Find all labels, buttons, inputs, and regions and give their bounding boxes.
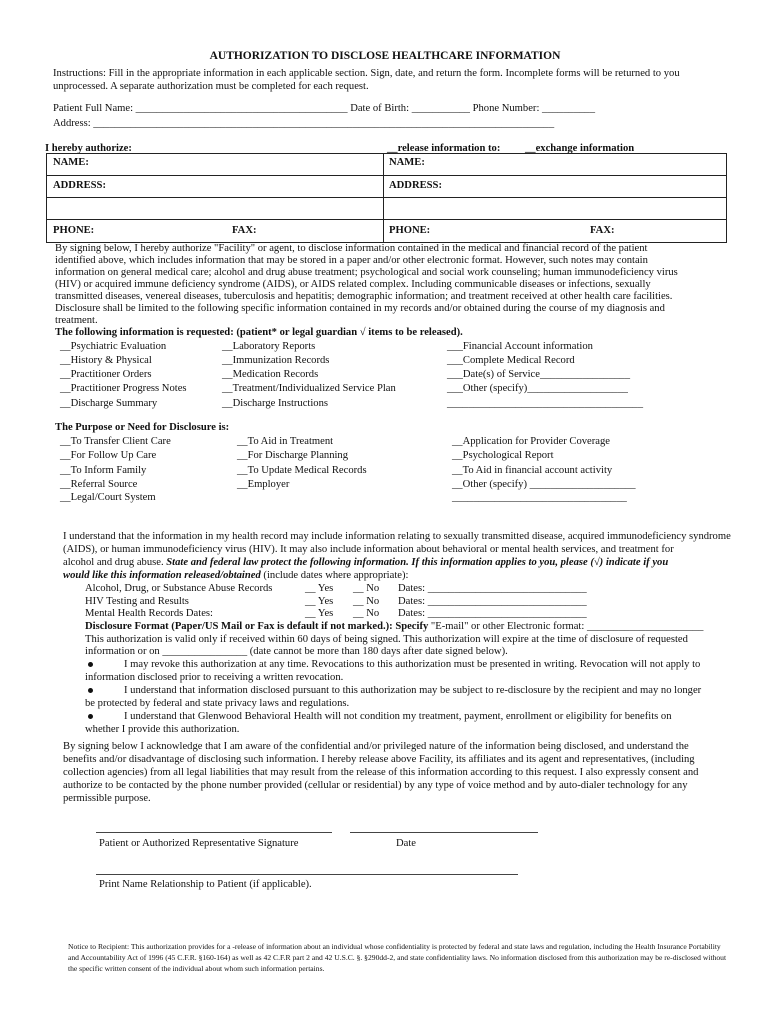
- patient-info-line[interactable]: Patient Full Name: ________________________________________ Date of Birth: ___________ Phone Number: __________: [53, 103, 596, 114]
- info-requested-heading: The following information is requested: (patient* or legal guardian √ items to be released).: [55, 327, 463, 338]
- bullet-line: whether I provide this authorization.: [85, 724, 240, 735]
- consent-line: Disclosure shall be limited to the following specific information contained in my records and/or obtained during the course of my diagnosis and: [55, 303, 665, 314]
- print-name-label: Print Name Relationship to Patient (if applicable).: [99, 879, 312, 890]
- purpose-option[interactable]: __Application for Provider Coverage: [452, 436, 610, 447]
- purpose-option[interactable]: __Other (specify) ____________________: [452, 479, 636, 490]
- purpose-option[interactable]: __Referral Source: [60, 479, 138, 490]
- bullet-line: I understand that Glenwood Behavioral Health will not condition my treatment, payment, enrollment or eligibility for benefits on: [124, 711, 672, 722]
- dates-field[interactable]: Dates: ______________________________: [398, 608, 587, 619]
- print-name-line[interactable]: [96, 874, 518, 875]
- disclosure-format-label: Disclosure Format (Paper/US Mail or Fax is default if not marked.): Specify: [85, 621, 429, 632]
- sensitive-bold: would like this information released/obtained: [63, 570, 261, 581]
- info-option[interactable]: _____________________________________: [447, 398, 643, 409]
- sensitive-row-label: Mental Health Records Dates:: [85, 608, 213, 619]
- bullet-line: I may revoke this authorization at any time. Revocations to this authorization must be presented in writing. Revocation will not apply to: [124, 659, 701, 670]
- yes-option[interactable]: __ Yes: [305, 608, 334, 619]
- authorize-heading: I hereby authorize:: [45, 143, 132, 154]
- sensitive-plain: alcohol and drug abuse.: [63, 557, 167, 568]
- sensitive-row-label: HIV Testing and Results: [85, 596, 189, 607]
- purpose-option[interactable]: __Psychological Report: [452, 450, 554, 461]
- info-option[interactable]: __Discharge Summary: [60, 398, 158, 409]
- release-option[interactable]: __release information to:: [387, 143, 501, 154]
- info-option[interactable]: __History & Physical: [60, 355, 152, 366]
- consent-line: (HIV) or acquired immune deficiency syndrome (AIDS), or AIDS related complex. Including communicable diseases or infections, sexually: [55, 279, 651, 290]
- signature-line[interactable]: [96, 832, 332, 833]
- purpose-option[interactable]: __For Follow Up Care: [60, 450, 157, 461]
- sensitive-line: [63, 556, 668, 569]
- right-phone-field[interactable]: PHONE:: [389, 225, 431, 236]
- exchange-option[interactable]: __exchange information: [525, 143, 635, 154]
- date-label: Date: [396, 838, 416, 849]
- info-option[interactable]: __Immunization Records: [222, 355, 330, 366]
- validity-line[interactable]: information or on ________________ (date cannot be more than 180 days after date signed below).: [85, 646, 508, 657]
- table-row-line: [46, 219, 726, 220]
- info-option[interactable]: ___Financial Account information: [447, 341, 593, 352]
- notice-to-recipient: Notice to Recipient: This authorization provides for a -release of information about an individual whose confidentiality is protected by federal and state laws and regulation, including the Health Insurance Portability and Accountability Act of 1996 (45 C.F.R. §160-164) as well as 42 C.F.R part 2 and 42 U.S.C. §. §290dd-2, and state confidentiality laws. No information disclosed from this authorization may be re-disclosed without the specific written consent of the individual about whom such information pertains.: [68, 942, 727, 973]
- right-fax-field[interactable]: FAX:: [590, 225, 615, 236]
- info-option[interactable]: ___Date(s) of Service_________________: [447, 369, 631, 380]
- form-title: AUTHORIZATION TO DISCLOSE HEALTHCARE INFORMATION: [209, 50, 561, 62]
- purpose-option[interactable]: __Legal/Court System: [60, 492, 156, 503]
- acknowledge-line: permissible purpose.: [63, 793, 151, 804]
- yes-option[interactable]: __ Yes: [305, 596, 334, 607]
- left-fax-field[interactable]: FAX:: [232, 225, 257, 236]
- dates-field[interactable]: Dates: ______________________________: [398, 583, 587, 594]
- info-option[interactable]: __Medication Records: [222, 369, 319, 380]
- no-option[interactable]: __ No: [353, 583, 380, 594]
- bullet-icon: [88, 688, 93, 693]
- acknowledge-line: benefits and/or disadvantage of disclosing such information. I hereby release above Facility, its affiliates and its agent and representatives, (including: [63, 754, 695, 765]
- info-option[interactable]: __Treatment/Individualized Service Plan: [222, 383, 396, 394]
- right-address-field[interactable]: ADDRESS:: [389, 180, 442, 191]
- disclosure-format-line[interactable]: [85, 620, 703, 633]
- bullet-icon: [88, 662, 93, 667]
- no-option[interactable]: __ No: [353, 608, 380, 619]
- acknowledge-line: By signing below I acknowledge that I am aware of the confidential and/or privileged nature of the information being disclosed, and understand the: [63, 741, 689, 752]
- info-option[interactable]: ___Complete Medical Record: [447, 355, 575, 366]
- purpose-option[interactable]: __To Aid in Treatment: [237, 436, 334, 447]
- info-option[interactable]: __Discharge Instructions: [222, 398, 329, 409]
- info-option[interactable]: __Psychiatric Evaluation: [60, 341, 167, 352]
- right-name-field[interactable]: NAME:: [389, 157, 425, 168]
- consent-line: transmitted diseases, venereal diseases, tuberculosis and hepatitis; demographic information; and treatment received at other health care facilities.: [55, 291, 673, 302]
- authorize-table: [46, 153, 727, 243]
- left-phone-field[interactable]: PHONE:: [53, 225, 95, 236]
- purpose-option[interactable]: __To Inform Family: [60, 465, 147, 476]
- acknowledge-line: authorize to be contacted by the phone number provided (cellular or residential) by any type of voice method and by auto-dialer technology for any: [63, 780, 688, 791]
- bullet-line: be protected by federal and state privacy laws and regulations.: [85, 698, 350, 709]
- acknowledge-line: collection agencies) from all legal liabilities that may result from the release of this information according to this request. I also expressly consent and: [63, 767, 699, 778]
- sensitive-bold: State and federal law protect the following information. If this information applies to you, please (√) indicate if you: [166, 557, 669, 568]
- purpose-option[interactable]: __To Aid in financial account activity: [452, 465, 613, 476]
- info-option[interactable]: __Practitioner Progress Notes: [60, 383, 187, 394]
- purpose-heading: The Purpose or Need for Disclosure is:: [55, 422, 230, 433]
- bullet-icon: [88, 714, 93, 719]
- info-option[interactable]: __Practitioner Orders: [60, 369, 152, 380]
- purpose-option[interactable]: __Employer: [237, 479, 290, 490]
- sensitive-line: I understand that the information in my health record may include information relating to sexually transmitted disease, acquired immunodeficiency syndrome: [63, 531, 731, 542]
- consent-line: information on general medical care; alcohol and drug abuse treatment; psychological and social work counseling; human immunodeficiency virus: [55, 267, 678, 278]
- consent-line: treatment.: [55, 315, 98, 326]
- instructions-line-2: unprocessed. A separate authorization must be completed for each request.: [53, 81, 369, 92]
- sensitive-plain: (include dates where appropriate):: [260, 570, 409, 581]
- table-row-line: [46, 175, 726, 176]
- yes-option[interactable]: __ Yes: [305, 583, 334, 594]
- instructions-line-1: Instructions: Fill in the appropriate information in each applicable section. Sign, date, and return the form. Incomplete forms will be returned to you: [53, 68, 680, 79]
- dates-field[interactable]: Dates: ______________________________: [398, 596, 587, 607]
- info-option[interactable]: __Laboratory Reports: [222, 341, 316, 352]
- left-address-field[interactable]: ADDRESS:: [53, 180, 106, 191]
- no-option[interactable]: __ No: [353, 596, 380, 607]
- purpose-option[interactable]: _________________________________: [452, 492, 627, 503]
- purpose-option[interactable]: __To Transfer Client Care: [60, 436, 171, 447]
- left-name-field[interactable]: NAME:: [53, 157, 89, 168]
- validity-line: This authorization is valid only if received within 60 days of being signed. This authorization will expire at the time of disclosure of requested: [85, 634, 688, 645]
- consent-line: identified above, which includes information that may be stored in a paper and/or other electronic format. However, such notes may contain: [55, 255, 648, 266]
- purpose-option[interactable]: __To Update Medical Records: [237, 465, 367, 476]
- bullet-line: I understand that information disclosed pursuant to this authorization may be subject to re-disclosure by the recipient and may no longer: [124, 685, 702, 696]
- disclosure-format-field: "E-mail" or other Electronic format: ______________________: [428, 621, 704, 632]
- bullet-line: information disclosed prior to receiving a written revocation.: [85, 672, 344, 683]
- signature-label: Patient or Authorized Representative Signature: [99, 838, 299, 849]
- sensitive-line: (AIDS), or human immunodeficiency virus (HIV). It may also include information about behavioral or mental health services, and treatment for: [63, 544, 674, 555]
- address-line[interactable]: Address: _______________________________________________________________________________________: [53, 118, 555, 129]
- sensitive-line: [63, 569, 408, 582]
- purpose-option[interactable]: __For Discharge Planning: [237, 450, 349, 461]
- info-option[interactable]: ___Other (specify)___________________: [447, 383, 628, 394]
- table-row-line: [46, 197, 726, 198]
- sensitive-row-label: Alcohol, Drug, or Substance Abuse Records: [85, 583, 273, 594]
- consent-line: By signing below, I hereby authorize "Facility" or agent, to disclose information contained in the medical and financial record of the patient: [55, 243, 648, 254]
- date-line[interactable]: [350, 832, 538, 833]
